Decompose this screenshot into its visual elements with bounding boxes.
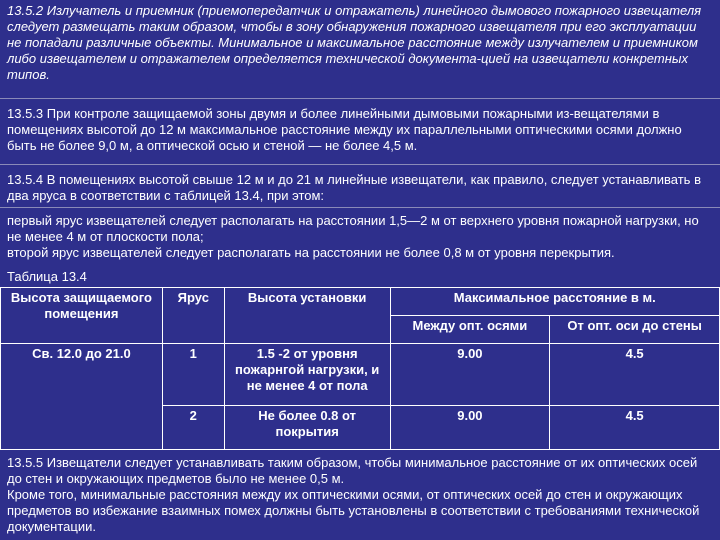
header-between-axes: Между опт. осями <box>390 316 550 344</box>
cell-tier-1: 1 <box>162 344 224 406</box>
paragraph-13-5-2: 13.5.2 Излучатель и приемник (приемопередатчик и отражатель) линейного дымового пожарного извещателя следует размещать таким образом, чтобы в зону обнаружения пожарного извещателя при его эксплуатации не попадали различные объекты. Минимальное и максимальное расстояние между излучателем и приемником либо извещателем и отражателем определяется технической документа-цией на извещатели конкретных типов. <box>7 3 702 82</box>
paragraph-13-5-4: 13.5.4 В помещениях высотой свыше 12 м и до 21 м линейные извещатели, как правило, следует устанавливать в два яруса в соответствии с таблицей 13.4, при этом: <box>7 172 701 203</box>
cell-install-2: Не более 0.8 от покрытия <box>224 406 390 450</box>
header-install-height: Высота установки <box>224 288 390 344</box>
cell-room-height: Св. 12.0 до 21.0 <box>1 344 163 450</box>
cell-install-1: 1.5 -2 от уровня пожарнгой нагрузки, и не менее 4 от пола <box>224 344 390 406</box>
header-tier: Ярус <box>162 288 224 344</box>
cell-axes-2: 9.00 <box>390 406 550 450</box>
divider <box>0 164 720 165</box>
paragraph-13-5-5-cont: Кроме того, минимальные расстояния между их оптическими осями, от оптических осей до стен и окружающих предметов во избежание взаимных помех должны быть установлены в соответствии с требованиями технической документации. <box>7 487 700 534</box>
header-max-distance: Максимальное расстояние в м. <box>390 288 719 316</box>
cell-tier-2: 2 <box>162 406 224 450</box>
tier-1-rule: первый ярус извещателей следует располагать на расстоянии 1,5—2 м от верхнего уровня пожарной нагрузки, но не менее 4 м от плоскости пола; <box>7 213 699 244</box>
cell-wall-1: 4.5 <box>550 344 720 406</box>
divider <box>0 207 720 208</box>
header-room-height: Высота защищаемого помещения <box>1 288 163 344</box>
tier-2-rule: второй ярус извещателей следует располагать на расстоянии не более 0,8 м от уровня перекрытия. <box>7 245 615 260</box>
header-axis-to-wall: От опт. оси до стены <box>550 316 720 344</box>
cell-wall-2: 4.5 <box>550 406 720 450</box>
table-13-4 <box>0 287 720 450</box>
divider <box>0 98 720 99</box>
paragraph-13-5-3: 13.5.3 При контроле защищаемой зоны двумя и более линейными дымовыми пожарными из-вещателями в помещениях высотой до 12 м максимальное расстояние между их параллельными оптическими осями должно быть не более 9,0 м, а оптической осью и стеной — не более 4,5 м. <box>7 106 682 153</box>
table-caption: Таблица 13.4 <box>7 269 87 284</box>
cell-axes-1: 9.00 <box>390 344 550 406</box>
paragraph-13-5-5: 13.5.5 Извещатели следует устанавливать таким образом, чтобы минимальное расстояние от их оптических осей до стен и окружающих предметов было не менее 0,5 м. <box>7 455 698 486</box>
